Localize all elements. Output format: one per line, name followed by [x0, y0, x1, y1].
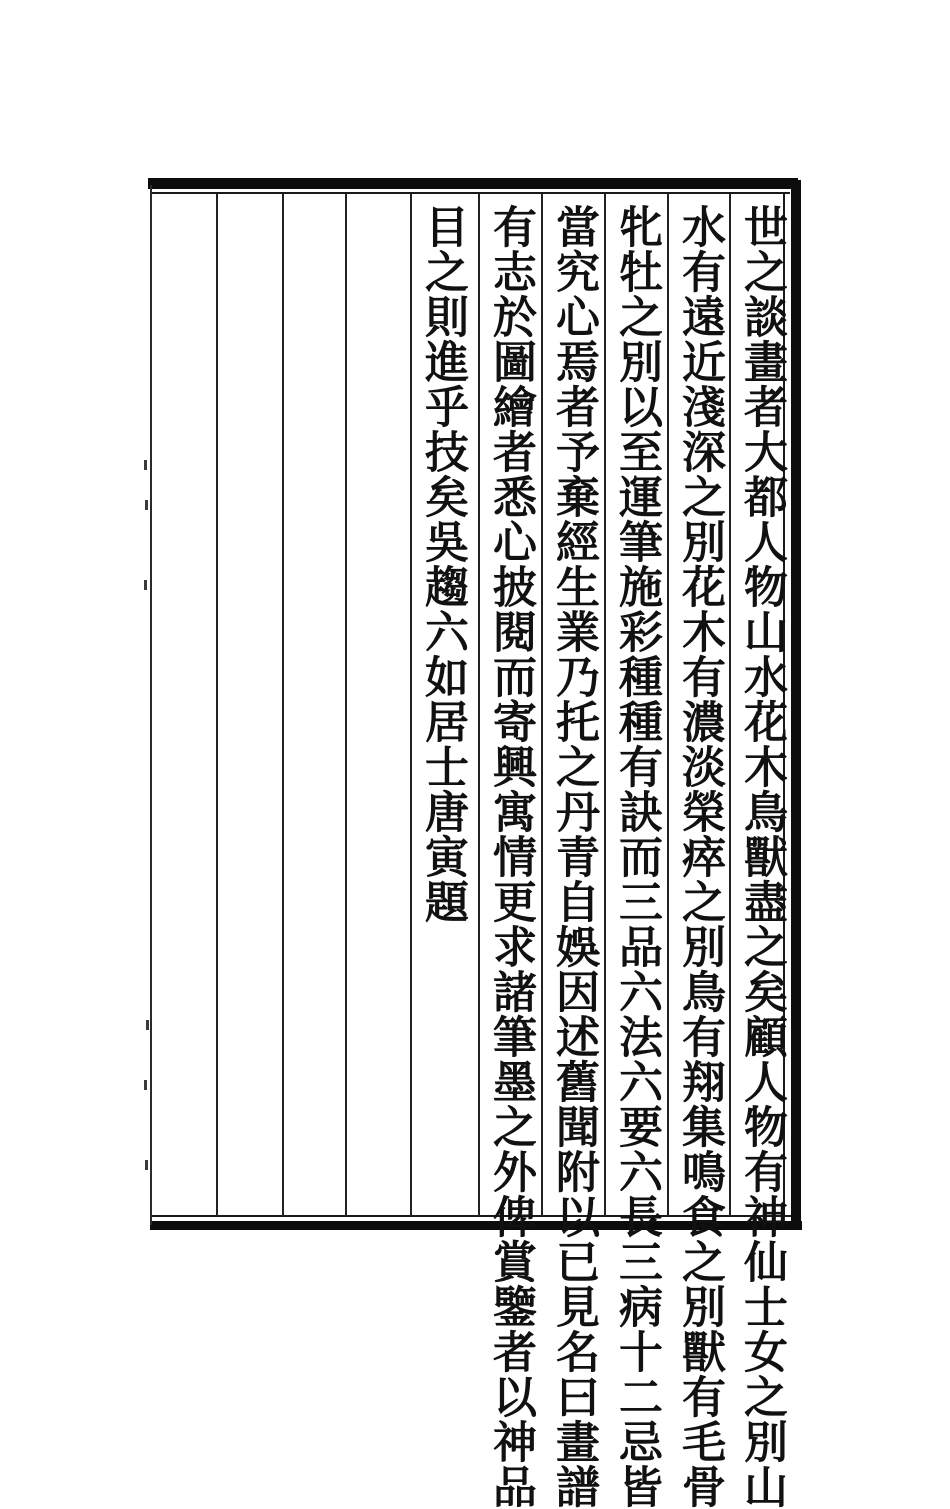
column-rule: [216, 194, 218, 1216]
text-column-2: 水有遠近淺深之別花木有濃淡榮瘁之別鳥有翔集鳴食之別獸有毛骨: [674, 204, 725, 1509]
column-rule: [345, 194, 347, 1216]
column-rule: [282, 194, 284, 1216]
frame-top-inner-border: [150, 192, 790, 194]
frame-top-border: [148, 178, 798, 189]
print-specks: [140, 460, 154, 1220]
text-column-3: 牝牡之別以至運筆施彩種種有訣而三品六法六要六長三病十二忌皆: [611, 204, 662, 1509]
text-column-1: 世之談畫者大都人物山水花木鳥獸盡之矣顧人物有神仙士女之別山: [736, 204, 787, 1509]
text-column-4: 當究心焉者予棄經生業乃托之丹青自娛因述舊聞附以已見名曰畫譜: [548, 204, 599, 1509]
text-column-5: 有志於圖繪者悉心披閱而寄興寓情更求諸筆墨之外俾賞鑒者以神品: [485, 204, 536, 1509]
frame-right-border: [791, 180, 801, 1228]
text-column-6: 目之則進乎技矣吳趨六如居士唐寅題: [417, 204, 468, 924]
